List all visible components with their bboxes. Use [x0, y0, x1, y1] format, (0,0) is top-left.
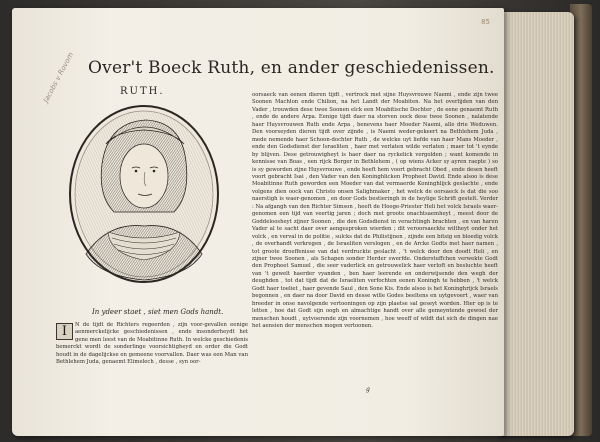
- left-column-text: [56, 322, 248, 366]
- portrait-caption: In ydeer staet , siet men Gods handt.: [92, 308, 224, 316]
- page-number: 85: [481, 18, 490, 26]
- portrait-engraving: [68, 104, 220, 290]
- book-page: [12, 8, 504, 436]
- paragraph: oorsaeck van eenen dieren tijdt , vertrock met sijne Huysvrouwe Naemi , ende zijn twee Soonen Machlon ende Chilion, na het Landt der Moabiten. Na het overlijden van den Vader , trouwden dese twee Soonen elck een Moabitische Dochter , de eene genaemt Ruth , ende de andere Arpa. Eenige tijdt daer na storven oock dese twee Soonen , nalatende haer Huysvrouwen Ruth ende Arpa , benevens haer Moeder Naemi, alle drie Weduwen. Den voorseyden dieren tijdt over zijnde , is Naemi weder-gekeert na Bethlehem Juda , mede nemende haer Schoon-dochter Ruth , de welcke uyt liefde van haer Mans Moeder , ende den Godsdienst der Israeliten , haer met verlaten wilde verlaten ; maer tot 't eynde by blijven. Dese getrouwigheyt is haer daer na ryckelick vergolden ; want komende in kennisse van Boas , een rijck Borger in Bethlehem , ( op wiens Acker sy ayren raepte ) so is sy geworden zijne Huysvrouwe , ende heeft hem voort gebracht Obed , ende desen heeft voort gebracht Isai , den Vader van den Koninghlicken Propheet David. Ende alsoo is dese Moabitinne Ruth geworden een Moeder van dat vermaerde Koninghlijck geslachte , ende volgens dien oock van Christo onsen Salighmaker , het welck de oorsaeck is dat die soo naerstigh is waer-genomen , en door Gods bestieringh in de heylige Schrift gestelt. Verder : Na afgangh van den Richter Simson , heeft de Hooge-Priester Heli het volck Israels waer-genomen een tijd van veertig jaren ; doch met groote onachtsaemheyt , meest door de Goddeloosheyt zijner Soonen , die den Godsdienst in verachtingh brachten , en van haren Vader al te sacht daer over aengesproken wierden ; dit veroorsaeckte wiltheyt onder het volck , en verval in de politie , sulcks dat de Philistijnen , zijnde een bitsig en bloedig volck , de overhandt verkregen , de Israeliten verslogen , en de Arcke Godts met haer namen , tot groote droeffenisse van dat verdruckte geslacht , 't welck door den doodt Heli , en zijner twee Soonen , als Schapen sonder Herder swerfde. Onderstuffchen verwekte Godt den Propheet Samuel , die seer vaderlick en getrouwelick haer verloft en besluchte heeft van 't gewelt haerder vyanden , ben haer leerende en onderwijsende den wegh der deughden , tot dat tijdt dat de Israeliten verfochten eenen Koningh te hebben , 't welck Godt haer toeliet , haer gevende Saul , den Sone Kis. Ende alsoo is het Koninghrijck Israels begonnen , en daer na door David en desse wille Godes beeltens en uytgevoert , waer van breeder in onse navolgende vertooningen op zijn plaetse sal geseyt worden. Hier op is te letten , hoe dat Godt sijn oogh en almachtige handt over alle gemeyntende gewoel der menschen houdt , uytvoerende zijn voornemen , hoe weeff of wildt dat sich de dingen nae het aensien der menschen mogen vertoonen.: [252, 92, 498, 330]
- page-title: Over't Boeck Ruth, en ander geschiedenissen.: [88, 58, 495, 78]
- left-body-text: N de tijdt de Richters regeerden , zijn voor-gevallen eenige aenmerckelijcke geschiedenissen , ende insonderheydt het gene men leest van de Moabitinne Ruth. In welcke geschiedenis bemerckt wordt de sonderlinge voorsichtigheyd en order die Godt houdt in de dagelijckse en gemeene voorvallen. Daer was een Man van Bethlehem Juda, genaemt Elimelech , desse , syn oor-: [56, 322, 248, 366]
- page-edges: [498, 12, 574, 436]
- right-column-text: [252, 92, 498, 331]
- margin-note: Jacobs v Rovom: [42, 50, 76, 104]
- drop-cap-letter: I: [56, 323, 73, 340]
- signature-mark: g: [366, 386, 370, 393]
- section-heading: RUTH.: [120, 86, 165, 97]
